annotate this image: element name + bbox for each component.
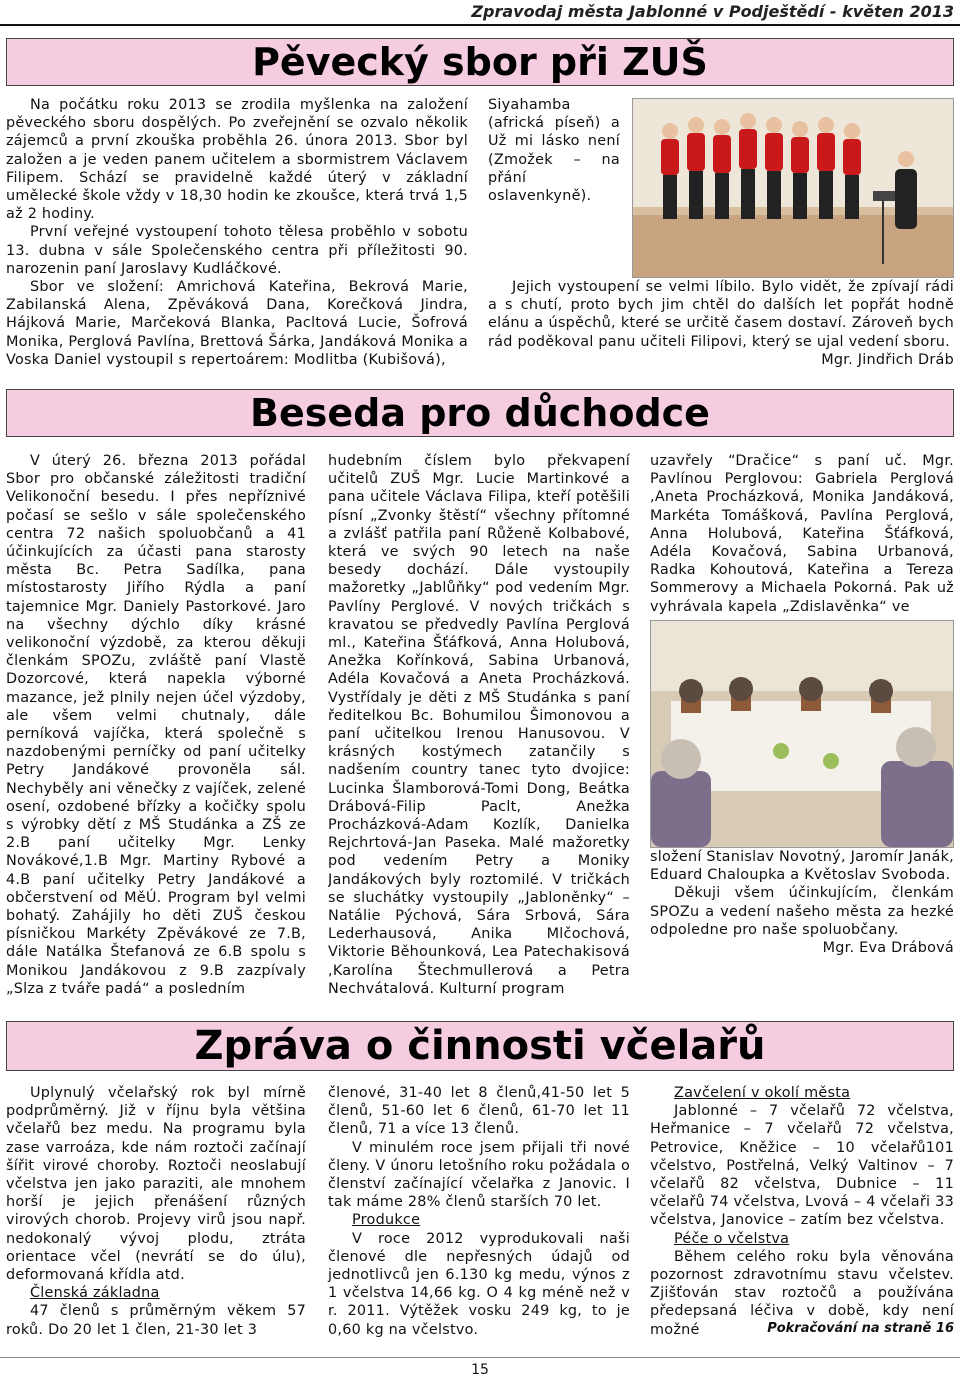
continued-note: Pokračování na straně 16	[767, 1321, 954, 1336]
article3-paragraph: Během celého roku byla věnována pozornost zdravotnímu stavu včelstev. Zjišťován stav roztočů a používána předepsaná léčiva v době, kdy není možné	[650, 1248, 954, 1338]
article3-paragraph: 47 členů s průměrným věkem 57 roků. Do 20 let 1 člen, 21-30 let 3	[6, 1303, 306, 1338]
article3-heading-members: Členská základna	[30, 1285, 160, 1302]
article1-title: Pěvecký sbor při ZUŠ	[252, 40, 708, 84]
article1-col2-wide	[488, 278, 954, 369]
article1-paragraph: Siyahamba (africká píseň) a Už mi lásko není (Zmožek – na přání oslavenkyně).	[488, 97, 620, 205]
article3-heading-production: Produkce	[352, 1212, 421, 1229]
page-number: 15	[471, 1362, 489, 1378]
article3-heading-area: Zavčelení v okolí města	[674, 1085, 851, 1101]
article3-paragraph: V roce 2012 vyprodukovali naši členové dle nepřesných údajů od jednotlivců jen 6.130 kg medu, výnos z 1 včelstva 14,66 kg. O 4 kg méně než v r. 2011. Výtěžek vosku 249 kg, to je 0,60 kg na včelstvo.	[328, 1230, 630, 1338]
article1-paragraph: Jejich vystoupení se velmi líbilo. Bylo vidět, že zpívají rádi a s chutí, proto bych jim chtěl do dalších let popřát hodně elánu a úspěchů, které se určitě časem dostaví. Zároveň bych rád poděkoval panu učiteli Filipovi, který se ujal vedení sboru.	[488, 279, 954, 350]
footer-rule	[0, 1357, 960, 1358]
article1-col1	[6, 96, 468, 369]
article2-text-part4: složení Stanislav Novotný, Jaromír Janák, Eduard Chaloupka a Květoslav Svoboda.	[650, 849, 954, 884]
article1-paragraph: Na počátku roku 2013 se zrodila myšlenka na založení pěveckého sboru dospělých. Po zveřejnění se ozvalo několik zájemců a první zkouška proběhla 26. února 2013. Sbor byl založen a je veden panem učitelem a sbormistrem Václavem Filipem. Schází se pravidelně každé úterý v základní umělecké škole vždy v 18,30 hodin ke zkoušce, která trvá 1,5 až 2 hodiny.	[6, 97, 468, 223]
article1-title-bar	[6, 38, 954, 86]
article3-paragraph: Uplynulý včelařský rok byl mírně podprůměrný. Již v říjnu byla většina včelařů bez medu. Na programu byla zase varroáza, kde nám roztoči začínají šířit virové choroby. Roztoči neoslabují včelstva jen jako paraziti, ale mnohem horší je jejich přenášení různých virových chorob. Projevy virů jsou např. nedokonalý vývoj plodu, ztráta orientace včel (nevrátí se do úlu), deformovaná křídla atd.	[6, 1085, 306, 1284]
article1-paragraph: První veřejné vystoupení tohoto tělesa proběhlo v sobotu 13. dubna v sále Společenského centra při příležitosti 90. narozenin paní Jaroslavy Kudláčkové.	[6, 224, 468, 277]
article3-heading-care: Péče o včelstva	[674, 1230, 790, 1247]
choir-photo	[632, 98, 954, 278]
article2-title-bar	[6, 389, 954, 437]
article2-col1	[6, 452, 306, 1000]
header-rule	[0, 24, 960, 26]
article1-signature: Mgr. Jindřich Dráb	[821, 351, 954, 368]
article2-col3-top	[650, 452, 954, 618]
article2-text-part1: V úterý 26. března 2013 pořádal Sbor pro občanské záležitosti tradiční Velikonoční besedu. I přes nepříznivé počasí se sešlo v sále společenského centra 72 našich spoluobčanů a 41 účinkujících za účasti pana starosty města Bc. Petra Sadílka, pana místostarosty Jiřího Rýdla a paní tajemnice Mgr. Daniely Pastorkové. Jaro na všechny dýchlo díky krásné velikonoční výzdobě, za kterou děkuji členkám SPOZu, zvláště paní Vlastě Dozorcové, která napekla výborné mazance, jež plnily nejen účel výzdoby, ale všem velmi chutnaly, dále perníková vajíčka, která společně s nazdobenými perníčky od paní učitelky Petry Jandákové provoněla sál. Nechyběly ani věnečky z vajíček, zelené osení, ozdobené břízky a kočičky spolu s výrobky dětí z MŠ Studánka a ZŠ ze 2.B paní učitelky Mgr. Lenky Novákové,1.B Mgr. Martiny Rybové a 4.B paní učitelky Petry Jandákové a občerstvení od MěÚ. Program byl velmi bohatý. Zahájily ho děti ZUŠ českou písničkou Markéty Zpěvákové ze 7.B, dále Natálka Štefanová ze 6.B spolu s Monikou Jandákovou z 9.B zazpívaly „Slza z tváře padá“ a posledním	[6, 453, 306, 997]
newsletter-header: Zpravodaj města Jablonné v Podještědí - květen 2013	[471, 2, 954, 21]
article2-text-part3: uzavřely “Dračice“ s paní uč. Mgr. Pavlínou Perglovou: Gabriela Perglová ,Aneta Procházková, Monika Jandáková, Markéta Tomášková, Pavlína Perglová, Anna Holubová, Kateřina Šťáfková, Adéla Kovačová, Sabina Urbanová, Radka Kohoutová, Kateřina a Tereza Sommerovy a Michaela Pokorná. Pak už vyhrávala kapela „Zdislavěnka“ ve	[650, 453, 954, 615]
seniors-photo	[650, 620, 954, 848]
choir-photo-image	[633, 99, 953, 277]
article2-paragraph-thanks: Děkuji všem účinkujícím, členkám SPOZu a vedení našeho města za hezké odpoledne pro naše spoluobčany.	[650, 885, 954, 938]
article3-paragraph: V minulém roce jsem přijali tři nové členy. V únoru letošního roku požádala o členství začínající včelařka z Janovic. I tak máme 28% členů starších 70 let.	[328, 1139, 630, 1211]
article3-col2	[328, 1084, 630, 1339]
article3-paragraph-members-cont: členové, 31-40 let 8 členů,41-50 let 5 členů, 51-60 let 6 členů, 61-70 let 11 členů, 71 a více 13 členů.	[328, 1085, 630, 1138]
article3-title-bar	[6, 1021, 954, 1071]
article1-col2-narrow	[488, 96, 620, 205]
article3-col1	[6, 1084, 306, 1339]
article3-title: Zpráva o činnosti včelařů	[194, 1023, 766, 1069]
article3-col3	[650, 1084, 954, 1339]
article1-paragraph: Sbor ve složení: Amrichová Kateřina, Bekrová Marie, Zabilanská Alena, Zpěváková Dana, Korečková Jindra, Hájková Marie, Marčeková Blanka, Pacltová Lucie, Šofrová Monika, Perglová Pavlína, Brettová Šárka, Jandáková Monika a Voska Daniel vystoupil s repertoárem: Modlitba (Kubišová),	[6, 279, 468, 368]
article2-title: Beseda pro důchodce	[250, 391, 710, 435]
article2-col2	[328, 452, 630, 1000]
article3-paragraph: Jablonné – 7 včelařů 72 včelstva, Heřmanice – 7 včelařů 72 včelstva, Petrovice, Kněžice – 10 včelařů101 včelstvo, Postřelná, Velký Valtinov – 7 včelařů 82 včelstva, Dubnice – 11 včelařů 74 včelstva, Lvová – 4 včelaři 33 včelstva, Janovice – zatím bez včelstva.	[650, 1103, 954, 1229]
article2-text-part2: hudebním číslem bylo překvapení učitelů ZUŠ Mgr. Lucie Martinkové a pana učitele Václava Filipa, kteří potěšili písní „Zvonky štěstí“ všechny přítomné a zvlášť patřila paní Růženě Kolbabové, která ve svých 90 letech na naše besedy dochází. Dále vystoupily mažoretky „Jablůňky“ pod vedením Mgr. Pavlíny Perglové. V nových tričkách s kravatou se předvedly Pavlína Perglová ml., Kateřina Šťáfková, Anna Holubová, Anežka Kořínková, Sabina Urbanová, Adéla Kovačová a Aneta Procházková. Vystřídaly je děti z MŠ Studánka s paní ředitelkou Bc. Bohumilou Šimonovou a paní učitelkou Irenou Hanusovou. V krásných kostýmech zatančily s nadšením country tanec tyto dvojice: Lucinka Šlamborová-Tomi Dong, Beátka Drábová-Filip Paclt, Anežka Procházková-Adam Kozlík, Danielka Rejchrtová-Jan Paseka. Malé mažoretky pod vedením Petry a Moniky Jandákových byly roztomilé. V tričkách se sluchátky vystoupily „Jabloněnky“ – Natálie Pýchová, Sára Srbová, Sára Lederhausová, Anika Mlčochová, Viktorie Běhounková, Lea Patechakisová ,Karolína Štechmullerová a Petra Nechvátalová. Kulturní program	[328, 453, 630, 997]
article2-signature: Mgr. Eva Drábová	[822, 940, 954, 957]
article2-col3-bottom	[650, 848, 954, 957]
seniors-photo-image	[651, 621, 953, 847]
